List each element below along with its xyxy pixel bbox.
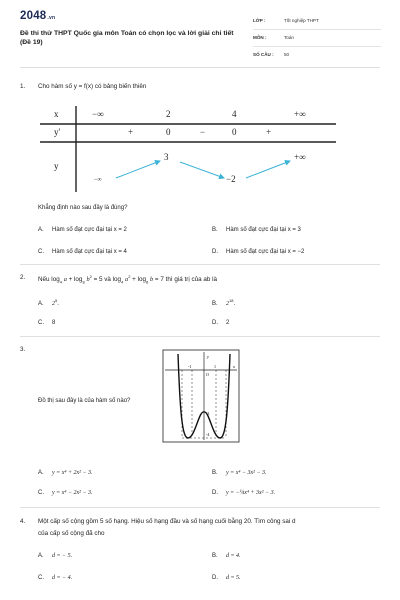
option-letter: B. — [212, 227, 218, 233]
origin-label: O — [206, 372, 209, 377]
variation-table-lines — [40, 106, 336, 192]
tick-label: -3 — [206, 411, 210, 416]
option-letter: A. — [38, 553, 44, 559]
option-letter: D. — [212, 575, 218, 581]
y-value: 3 — [164, 152, 169, 162]
option-text: d = 5. — [226, 575, 241, 581]
tick-label: -1 — [188, 364, 192, 369]
header-divider — [20, 67, 380, 68]
option-letter: A. — [38, 301, 44, 307]
meta-key: SỐ CÂU : — [253, 52, 274, 57]
option-d[interactable] — [212, 320, 229, 326]
option-b[interactable] — [212, 227, 301, 233]
site-logo[interactable]: 2048.vn — [20, 10, 56, 22]
option-text: Hàm số đạt cực đại tại x = −2 — [226, 249, 305, 255]
option-b[interactable] — [212, 553, 241, 559]
meta-value: Toán — [284, 35, 294, 40]
derivative-sign: − — [200, 127, 206, 137]
row-label-y: y — [54, 161, 59, 171]
meta-row-subject — [253, 32, 381, 47]
y-value: −2 — [226, 174, 236, 184]
option-letter: C. — [38, 575, 44, 581]
option-letter: C. — [38, 249, 44, 255]
question-divider — [20, 336, 380, 337]
question-text: Một cấp số cộng gồm 5 số hạng. Hiệu số hạng đầu và số hạng cuối bằng 20. Tìm công sai d — [38, 518, 296, 525]
option-exponent: 5 — [55, 298, 58, 303]
meta-key: LỚP : — [253, 18, 266, 23]
derivative-sign: 0 — [166, 127, 171, 137]
meta-value: 50 — [284, 52, 290, 57]
option-letter: D. — [212, 490, 218, 496]
meta-row-count — [253, 49, 381, 63]
question-text: Cho hàm số y = f(x) có bảng biến thiên — [38, 83, 147, 90]
axis-label-y: y — [207, 354, 209, 359]
option-b[interactable] — [212, 470, 267, 476]
x-value: 4 — [232, 109, 237, 119]
option-letter: D. — [212, 320, 218, 326]
x-value: 2 — [166, 109, 171, 119]
y-value: −∞ — [94, 177, 102, 183]
page-header — [0, 0, 400, 70]
option-letter: C. — [38, 320, 44, 326]
meta-row-class — [253, 15, 381, 30]
option-a[interactable] — [38, 470, 93, 476]
option-a[interactable] — [38, 227, 127, 233]
option-c[interactable] — [38, 249, 127, 255]
option-letter: C. — [38, 490, 44, 496]
question-divider — [20, 507, 380, 508]
exam-title: Đề thi thử THPT Quốc gia môn Toán có chọn lọc và lời giải chi tiết (Đề 19) — [20, 30, 234, 46]
option-text: 8 — [52, 320, 56, 326]
question-number: 4. — [20, 518, 26, 525]
option-exponent: 18 — [229, 298, 234, 303]
tick-label: -4 — [206, 432, 210, 437]
x-value: +∞ — [294, 109, 306, 119]
option-d[interactable] — [212, 490, 275, 496]
option-letter: A. — [38, 470, 44, 476]
y-value: +∞ — [294, 152, 306, 162]
derivative-sign: + — [266, 127, 272, 137]
option-letter: B. — [212, 470, 218, 476]
option-text: d = − 4. — [52, 575, 73, 581]
option-text: d = − 5. — [52, 553, 73, 559]
option-c[interactable] — [38, 490, 93, 496]
option-text: y = x⁴ − 2x² − 3. — [52, 490, 93, 496]
derivative-sign: 0 — [232, 127, 237, 137]
x-value: −∞ — [92, 109, 104, 119]
option-letter: B. — [212, 553, 218, 559]
question-prompt: Khẳng định nào sau đây là đúng? — [38, 205, 128, 211]
option-a[interactable]: A. $2^5$. — [38, 298, 59, 307]
option-base: 2 — [52, 301, 55, 307]
option-text: d = 4. — [226, 553, 241, 559]
option-b[interactable]: B. $2^{18}$. — [212, 298, 236, 307]
option-text: 2 — [226, 320, 230, 326]
meta-value: Tốt nghiệp THPT — [284, 18, 319, 23]
option-letter: D. — [212, 249, 218, 255]
question-prompt: Đồ thị sau đây là của hàm số nào? — [38, 398, 131, 404]
derivative-sign: + — [128, 127, 134, 137]
function-graph — [163, 350, 239, 442]
tick-label: 1 — [214, 364, 216, 369]
option-c[interactable] — [38, 575, 72, 581]
question-number: 3. — [20, 346, 26, 353]
question-text: Nếu $\log_4 a + \log_8 b^2 = 5$ và $\log_4 a^2 + \log_8 b = 7$ thì giá trị của ab là — [38, 274, 218, 285]
question-number: 1. — [20, 83, 26, 90]
row-label-x: x — [54, 109, 59, 119]
question-divider — [20, 264, 380, 265]
option-c[interactable] — [38, 320, 55, 326]
question-text-cont: của cấp số cộng đã cho — [38, 530, 105, 537]
exam-meta — [253, 15, 381, 65]
row-label-yprime: y' — [54, 127, 61, 137]
option-text: Hàm số đạt cực đại tại x = 3 — [226, 227, 301, 233]
question-number: 2. — [20, 274, 26, 281]
option-text: y = x⁴ − 3x² − 3. — [226, 470, 267, 476]
option-d[interactable] — [212, 249, 304, 255]
option-text: y = x⁴ + 2x² − 3. — [52, 470, 93, 476]
option-letter: B. — [212, 301, 218, 307]
option-a[interactable] — [38, 553, 72, 559]
option-letter: A. — [38, 227, 44, 233]
variation-table — [40, 106, 336, 192]
option-text: y = −¼x⁴ + 3x² − 3. — [226, 490, 276, 496]
option-base: 2 — [226, 301, 229, 307]
option-d[interactable] — [212, 575, 241, 581]
axis-label-x: x — [233, 364, 235, 369]
option-text: Hàm số đạt cực đại tại x = 2 — [52, 227, 127, 233]
meta-key: MÔN : — [253, 35, 267, 40]
option-text: Hàm số đạt cực đại tại x = 4 — [52, 249, 127, 255]
